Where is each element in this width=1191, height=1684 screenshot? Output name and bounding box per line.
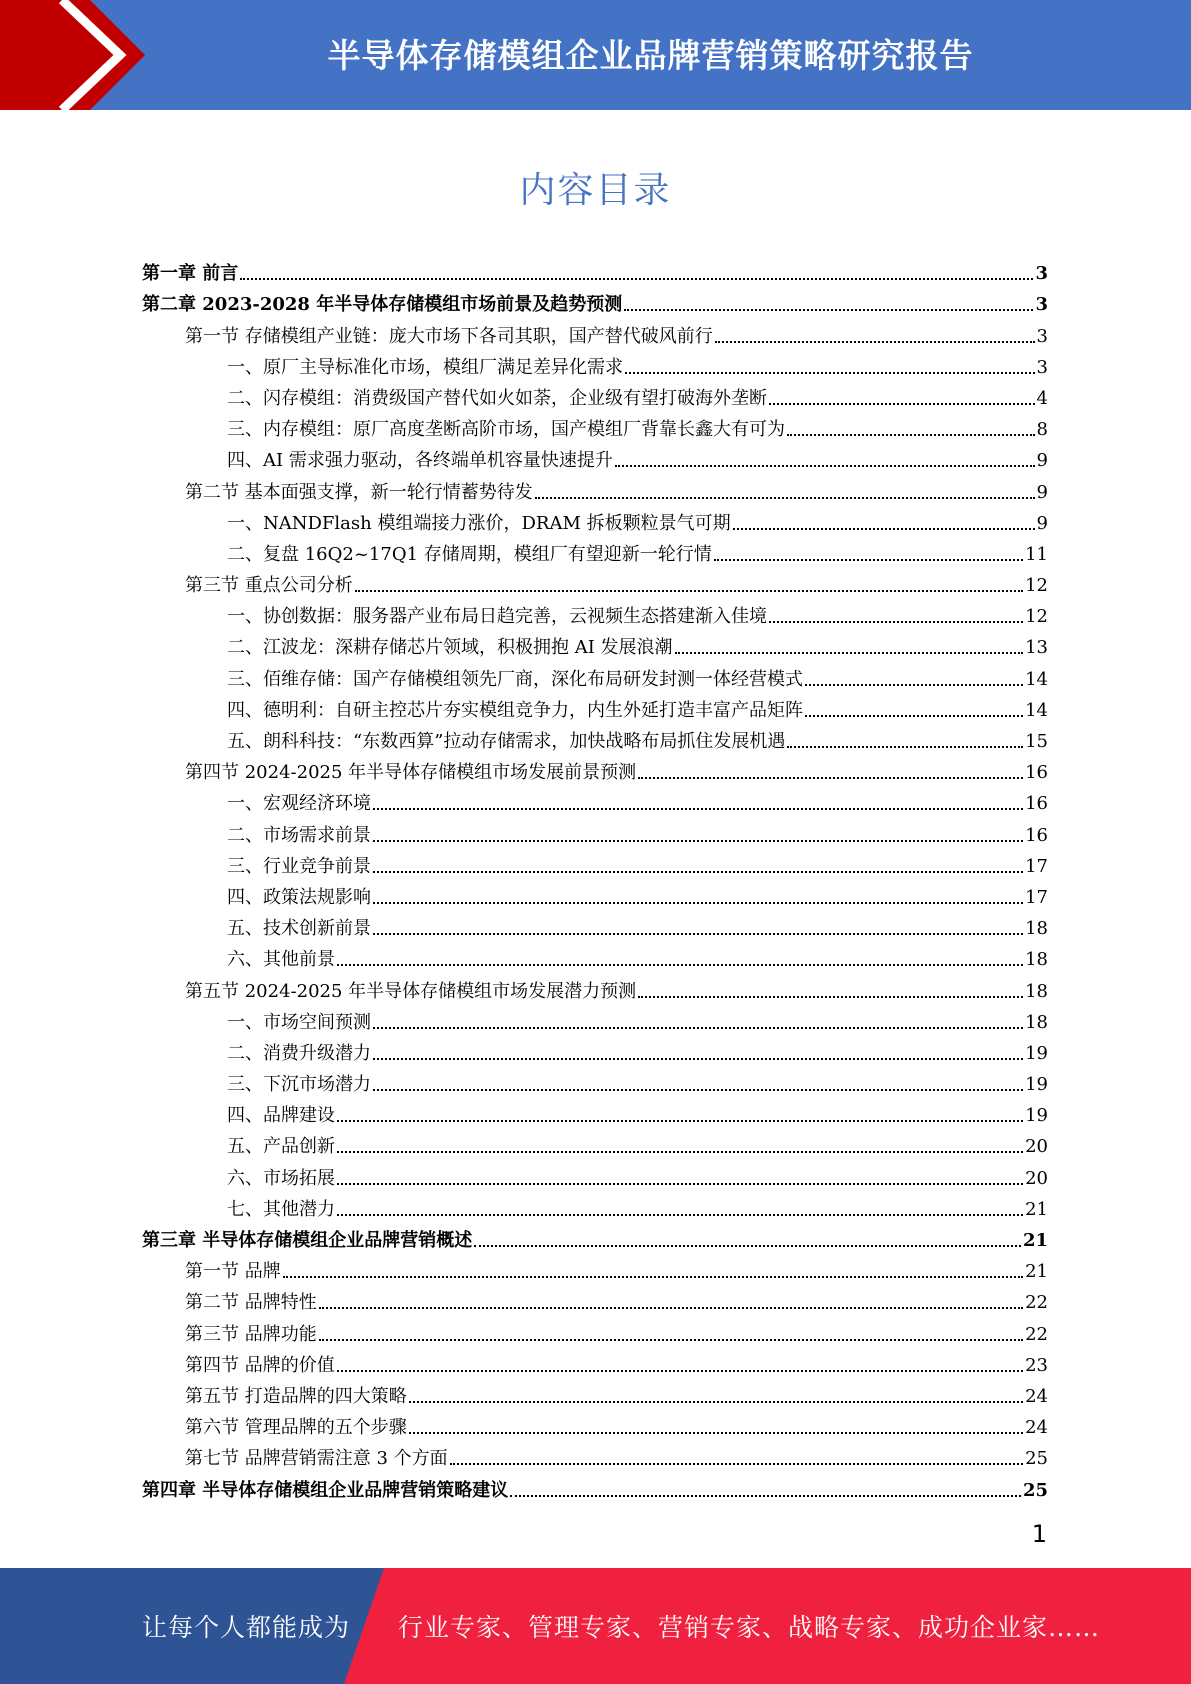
toc-entry[interactable] bbox=[142, 753, 1048, 784]
toc-entry-title: 第三节 品牌功能 bbox=[185, 1323, 317, 1345]
toc-entry-page: 22 bbox=[1025, 1323, 1048, 1345]
toc-entry[interactable] bbox=[142, 628, 1048, 659]
toc-entry-page: 14 bbox=[1025, 699, 1048, 721]
toc-entry-title: 二、市场需求前景 bbox=[227, 824, 371, 846]
toc-dot-leader bbox=[373, 1027, 1023, 1029]
toc-entry[interactable] bbox=[142, 1158, 1048, 1189]
toc-entry[interactable] bbox=[142, 472, 1048, 503]
toc-entry-title: 三、行业竞争前景 bbox=[227, 855, 371, 877]
toc-entry-page: 3 bbox=[1035, 294, 1048, 316]
toc-entry[interactable] bbox=[142, 1034, 1048, 1065]
toc-dot-leader bbox=[715, 341, 1035, 343]
toc-entry-title: 第三节 重点公司分析 bbox=[185, 575, 353, 597]
toc-entry[interactable] bbox=[142, 659, 1048, 690]
toc-entry-title: 二、复盘 16Q2~17Q1 存储周期，模组厂有望迎新一轮行情 bbox=[227, 543, 712, 565]
toc-entry-title: 第二章 2023-2028 年半导体存储模组市场前景及趋势预测 bbox=[142, 294, 623, 316]
toc-dot-leader bbox=[510, 1495, 1021, 1497]
toc-dot-leader bbox=[474, 1245, 1021, 1247]
toc-entry-title: 第二节 基本面强支撑，新一轮行情蓄势待发 bbox=[185, 481, 533, 503]
header-banner bbox=[0, 0, 1191, 110]
toc-dot-leader bbox=[373, 871, 1023, 873]
toc-entry-title: 四、品牌建设 bbox=[227, 1105, 335, 1127]
toc-entry-page: 18 bbox=[1025, 1011, 1048, 1033]
toc-entry-page: 18 bbox=[1025, 980, 1048, 1002]
toc-entry[interactable] bbox=[142, 1190, 1048, 1221]
toc-dot-leader bbox=[240, 278, 1033, 280]
toc-dot-leader bbox=[769, 621, 1023, 623]
toc-entry-title: 五、朗科科技：“东数西算”拉动存储需求，加快战略布局抓住发展机遇 bbox=[227, 731, 786, 752]
toc-dot-leader bbox=[373, 840, 1023, 842]
toc-entry-title: 第五节 2024-2025 年半导体存储模组市场发展潜力预测 bbox=[185, 980, 637, 1002]
toc-dot-leader bbox=[373, 1089, 1023, 1091]
footer-slogan-left: 让每个人都能成为 bbox=[142, 1613, 351, 1642]
toc-entry-page: 18 bbox=[1025, 949, 1048, 971]
toc-entry[interactable] bbox=[142, 878, 1048, 909]
toc-entry-title: 七、其他潜力 bbox=[227, 1198, 335, 1220]
toc-entry[interactable] bbox=[142, 316, 1048, 347]
toc-entry-title: 一、原厂主导标准化市场，模组厂满足差异化需求 bbox=[227, 356, 623, 378]
toc-entry-title: 第二节 品牌特性 bbox=[185, 1292, 317, 1314]
toc-entry[interactable] bbox=[142, 909, 1048, 940]
toc-dot-leader bbox=[373, 902, 1023, 904]
toc-dot-leader bbox=[319, 1307, 1023, 1309]
toc-entry-page: 9 bbox=[1036, 481, 1048, 503]
toc-entry[interactable] bbox=[142, 348, 1048, 379]
toc-entry-title: 六、其他前景 bbox=[227, 949, 335, 971]
toc-entry-page: 3 bbox=[1036, 356, 1048, 378]
toc-entry-title: 第一节 品牌 bbox=[185, 1261, 281, 1283]
toc-dot-leader bbox=[714, 559, 1023, 561]
toc-dot-leader bbox=[450, 1463, 1023, 1465]
toc-dot-leader bbox=[638, 996, 1023, 998]
toc-entry-title: 第三章 半导体存储模组企业品牌营销概述 bbox=[142, 1230, 473, 1251]
toc-dot-leader bbox=[337, 1370, 1023, 1372]
toc-entry-title: 一、NANDFlash 模组端接力涨价，DRAM 拆板颗粒景气可期 bbox=[227, 512, 731, 534]
toc-entry[interactable] bbox=[142, 535, 1048, 566]
document-title: 半导体存储模组企业品牌营销策略研究报告 bbox=[327, 35, 974, 75]
toc-entry-page: 20 bbox=[1025, 1167, 1048, 1189]
toc-entry[interactable] bbox=[142, 940, 1048, 971]
toc-entry-page: 17 bbox=[1025, 855, 1048, 877]
toc-entry-title: 第四节 2024-2025 年半导体存储模组市场发展前景预测 bbox=[185, 762, 637, 784]
toc-entry-title: 一、市场空间预测 bbox=[227, 1011, 371, 1033]
toc-entry-page: 21 bbox=[1025, 1198, 1048, 1220]
toc-dot-leader bbox=[805, 715, 1023, 717]
toc-entry-page: 20 bbox=[1025, 1136, 1048, 1158]
toc-dot-leader bbox=[337, 1120, 1023, 1122]
toc-entry-page: 19 bbox=[1025, 1105, 1048, 1127]
toc-dot-leader bbox=[337, 1183, 1023, 1185]
toc-dot-leader bbox=[409, 1432, 1023, 1434]
toc-entry-title: 第四节 品牌的价值 bbox=[185, 1354, 335, 1376]
toc-entry[interactable] bbox=[142, 441, 1048, 472]
toc-entry-title: 六、市场拓展 bbox=[227, 1167, 335, 1189]
toc-entry[interactable] bbox=[142, 1377, 1048, 1408]
toc-entry-page: 17 bbox=[1025, 886, 1048, 908]
toc-entry[interactable] bbox=[142, 410, 1048, 441]
toc-entry[interactable] bbox=[142, 847, 1048, 878]
toc-entry[interactable] bbox=[142, 254, 1048, 285]
toc-dot-leader bbox=[625, 372, 1035, 374]
toc-entry-page: 3 bbox=[1035, 263, 1048, 285]
toc-dot-leader bbox=[355, 590, 1023, 592]
toc-entry[interactable] bbox=[142, 1221, 1048, 1252]
toc-entry[interactable] bbox=[142, 597, 1048, 628]
toc-entry-title: 四、AI 需求强力驱动，各终端单机容量快速提升 bbox=[227, 450, 613, 472]
toc-entry-page: 19 bbox=[1025, 1074, 1048, 1096]
toc-dot-leader bbox=[337, 1151, 1023, 1153]
toc-entry[interactable] bbox=[142, 1439, 1048, 1470]
toc-entry-title: 二、消费升级潜力 bbox=[227, 1042, 371, 1064]
toc-entry-page: 25 bbox=[1022, 1479, 1048, 1501]
toc-entry-title: 三、内存模组：原厂高度垄断高阶市场，国产模组厂背靠长鑫大有可为 bbox=[227, 419, 785, 441]
toc-entry-page: 23 bbox=[1025, 1354, 1048, 1376]
toc-entry-page: 15 bbox=[1025, 731, 1048, 752]
toc-heading: 内容目录 bbox=[519, 170, 672, 211]
toc-entry[interactable] bbox=[142, 566, 1048, 597]
toc-entry[interactable] bbox=[142, 1283, 1048, 1314]
toc-entry-page: 13 bbox=[1025, 637, 1048, 659]
toc-entry-page: 21 bbox=[1025, 1261, 1048, 1283]
footer-slogan-right: 行业专家、管理专家、营销专家、战略专家、成功企业家…… bbox=[398, 1613, 1101, 1642]
toc-entry-page: 12 bbox=[1025, 575, 1048, 597]
toc-entry-page: 24 bbox=[1025, 1385, 1048, 1407]
toc-entry-title: 三、下沉市场潜力 bbox=[227, 1074, 371, 1096]
toc-entry[interactable] bbox=[142, 1065, 1048, 1096]
toc-dot-leader bbox=[787, 746, 1023, 748]
toc-entry[interactable] bbox=[142, 1003, 1048, 1034]
toc-entry-page: 16 bbox=[1025, 793, 1048, 815]
toc-entry-title: 第一节 存储模组产业链：庞大市场下各司其职，国产替代破风前行 bbox=[185, 325, 713, 347]
toc-entry-page: 18 bbox=[1025, 918, 1048, 940]
toc-entry-page: 24 bbox=[1025, 1417, 1048, 1439]
toc-entry-title: 一、协创数据：服务器产业布局日趋完善，云视频生态搭建渐入佳境 bbox=[227, 606, 767, 628]
toc-entry[interactable] bbox=[142, 1096, 1048, 1127]
toc-entry-page: 14 bbox=[1025, 668, 1048, 690]
toc-entry[interactable] bbox=[142, 1408, 1048, 1439]
toc-entry-page: 4 bbox=[1036, 387, 1048, 409]
toc-dot-leader bbox=[373, 808, 1023, 810]
toc-entry-title: 四、政策法规影响 bbox=[227, 886, 371, 908]
toc-entry-title: 二、闪存模组：消费级国产替代如火如荼，企业级有望打破海外垄断 bbox=[227, 387, 767, 409]
toc-dot-leader bbox=[319, 1339, 1023, 1341]
toc-dot-leader bbox=[337, 1214, 1023, 1216]
toc-entry[interactable] bbox=[142, 815, 1048, 846]
toc-dot-leader bbox=[535, 497, 1035, 499]
toc-entry-page: 25 bbox=[1025, 1448, 1048, 1470]
toc-entry[interactable] bbox=[142, 971, 1048, 1002]
footer-banner bbox=[0, 1568, 1191, 1684]
toc-entry-page: 21 bbox=[1022, 1230, 1048, 1251]
toc-entry[interactable] bbox=[142, 1252, 1048, 1283]
toc-entry-page: 22 bbox=[1025, 1292, 1048, 1314]
toc-entry[interactable] bbox=[142, 1346, 1048, 1377]
page-number: 1 bbox=[1031, 1520, 1047, 1548]
toc-entry-title: 二、江波龙：深耕存储芯片领域，积极拥抱 AI 发展浪潮 bbox=[227, 637, 673, 659]
toc-entry[interactable] bbox=[142, 1127, 1048, 1158]
toc-entry[interactable] bbox=[142, 504, 1048, 535]
toc-entry-title: 一、宏观经济环境 bbox=[227, 793, 371, 815]
toc-dot-leader bbox=[675, 652, 1024, 654]
toc-entry[interactable] bbox=[142, 285, 1048, 316]
toc-entry-title: 五、产品创新 bbox=[227, 1136, 335, 1158]
toc-entry-title: 第七节 品牌营销需注意 3 个方面 bbox=[185, 1448, 448, 1470]
toc-entry[interactable] bbox=[142, 691, 1048, 722]
toc-entry-page: 16 bbox=[1025, 824, 1048, 846]
toc-entry-title: 第五节 打造品牌的四大策略 bbox=[185, 1385, 407, 1407]
toc-dot-leader bbox=[769, 403, 1035, 405]
toc-entry-title: 第一章 前言 bbox=[142, 263, 239, 285]
toc-entry[interactable] bbox=[142, 379, 1048, 410]
toc-entry-title: 第四章 半导体存储模组企业品牌营销策略建议 bbox=[142, 1479, 509, 1501]
toc-entry-page: 16 bbox=[1025, 762, 1048, 784]
toc-entry[interactable] bbox=[142, 1314, 1048, 1345]
toc-entry-title: 四、德明利：自研主控芯片夯实模组竞争力，内生外延打造丰富产品矩阵 bbox=[227, 699, 803, 721]
toc-dot-leader bbox=[409, 1401, 1023, 1403]
toc-entry-page: 9 bbox=[1036, 450, 1048, 472]
toc-dot-leader bbox=[638, 777, 1023, 779]
toc-dot-leader bbox=[805, 684, 1023, 686]
toc-entry-page: 19 bbox=[1025, 1042, 1048, 1064]
toc-entry-page: 3 bbox=[1036, 325, 1048, 347]
toc-dot-leader bbox=[373, 933, 1023, 935]
toc-entry-title: 第六节 管理品牌的五个步骤 bbox=[185, 1417, 407, 1439]
toc-entry-title: 三、佰维存储：国产存储模组领先厂商，深化布局研发封测一体经营模式 bbox=[227, 668, 803, 690]
toc-entry-title: 五、技术创新前景 bbox=[227, 918, 371, 940]
toc-dot-leader bbox=[733, 528, 1035, 530]
toc-entry-page: 11 bbox=[1025, 543, 1048, 565]
toc-dot-leader bbox=[624, 309, 1033, 311]
toc-entry-page: 8 bbox=[1036, 419, 1048, 441]
toc-dot-leader bbox=[283, 1276, 1023, 1278]
toc-entry[interactable] bbox=[142, 722, 1048, 753]
toc-dot-leader bbox=[787, 434, 1035, 436]
toc-entry-page: 9 bbox=[1036, 512, 1048, 534]
toc-dot-leader bbox=[615, 465, 1035, 467]
toc-entry-page: 12 bbox=[1025, 606, 1048, 628]
toc-dot-leader bbox=[373, 1058, 1023, 1060]
toc-dot-leader bbox=[337, 964, 1023, 966]
table-of-contents bbox=[142, 254, 1048, 1502]
toc-entry[interactable] bbox=[142, 784, 1048, 815]
toc-entry[interactable] bbox=[142, 1470, 1048, 1501]
